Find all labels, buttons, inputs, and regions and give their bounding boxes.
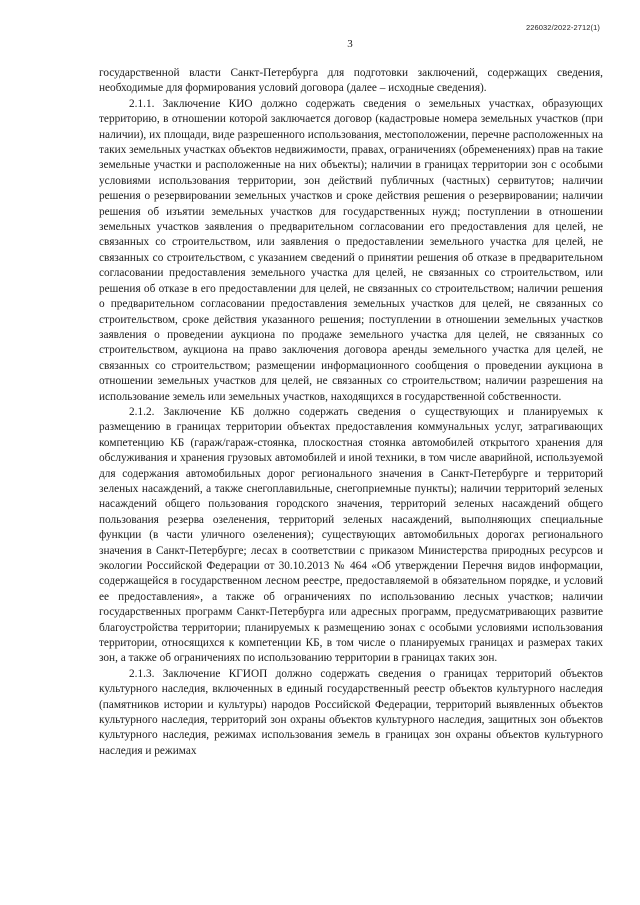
paragraph-intro-continuation: государственной власти Санкт-Петербурга для подготовки заключений, содержащих сведения, необходимые для формирования условий договора (далее – исходные сведения). xyxy=(99,67,603,95)
paragraph-2-1-3: 2.1.3. Заключение КГИОП должно содержать сведения о границах территорий объектов культурного наследия, включенных в единый государственный реестр объектов культурного наследия (памятников истории и культуры) народов Российской Федерации, территорий выявленных объектов культурного наследия, территорий зон охраны объектов культурного наследия, защитных зон объектов культурного наследия, режимах использования земель в границах зон охраны объектов культурного наследия и режимах xyxy=(99,667,603,757)
page-number: 3 xyxy=(347,38,353,50)
paragraph-2-1-1: 2.1.1. Заключение КИО должно содержать сведения о земельных участках, образующих территорию, в отношении которой заключается договор (кадастровые номера земельных участков (при наличии), их площади, виде разрешенного использования, местоположении, перечне расположенных на таких земельных участках объектов недвижимости, правах, ограничениях (обременениях) прав на такие земельные участки и расположенные на них объекты); наличии в границах территории зон с особыми условиями использования территории, зон действий публичных (частных) сервитутов; наличии решения о резервировании земельных участков и сроке действия решения о резервировании; наличии решения об изъятии земельных участков для государственных нужд; поступлении в отношении земельных участков заявления о предварительном согласовании его предоставления для целей, не связанных со строительством, или заявления о предоставлении земельного участка для целей, не связанных со строительством, с указанием сведений о принятии решения об отказе в предварительном согласовании предоставления земельного участка для целей, не связанных со строительством, или решения об отказе в его предоставлении для целей, не связанных со строительством; наличии решения о предварительном согласовании предоставления земельных участков для целей, не связанных со строительством, сроке действия указанного решения; поступлении в отношении земельных участков заявления о проведении аукциона по продаже земельного участка для целей, не связанных со строительством, аукциона на право заключения договора аренды земельного участка для целей, не связанных со строительством; размещении информационного сообщения о проведении аукциона в отношении земельных участков для целей, не связанных со строительством; наличии разрешения на использование земель или земельных участков, находящихся в государственной собственности. xyxy=(99,97,603,403)
document-registration-number: 226032/2022-2712(1) xyxy=(525,23,600,32)
document-body xyxy=(99,66,603,759)
paragraph-2-1-2: 2.1.2. Заключение КБ должно содержать сведения о существующих и планируемых к размещению в границах территории объектах предоставления коммунальных услуг, затрагивающих компетенцию КБ (гараж/гараж-стоянка, плоскостная стоянка автомобилей открытого хранения для обслуживания и хранения грузовых автомобилей и иной техники, в том числе аварийной, используемой для содержания автомобильных дорог регионального значения в Санкт-Петербурге и территорий зеленых насаждений, а также снегоплавильные, снегоприемные пункты); наличии территорий зеленых насаждений общего пользования городского значения, территорий зеленых насаждений общего пользования резерва озеленения, территорий зеленых насаждений, выполняющих специальные функции (в части уличного озеленения); существующих автомобильных дорогах регионального значения в Санкт-Петербурге; лесах в соответствии с приказом Министерства природных ресурсов и экологии Российской Федерации от 30.10.2013 № 464 «Об утверждении Перечня видов информации, содержащейся в государственном лесном реестре, предоставляемой в обязательном порядке, и условий ее предоставления», а также об ограничениях по использованию лесных участков; наличии государственных программ Санкт-Петербурга или адресных программ, предусматривающих развитие благоустройства территории; планируемых к размещению зонах с особыми условиями использования территории, относящихся к компетенции КБ, в том числе о планируемых границах и размерах таких зон, а также об ограничениях по использованию территории в границах таких зон. xyxy=(99,405,603,665)
